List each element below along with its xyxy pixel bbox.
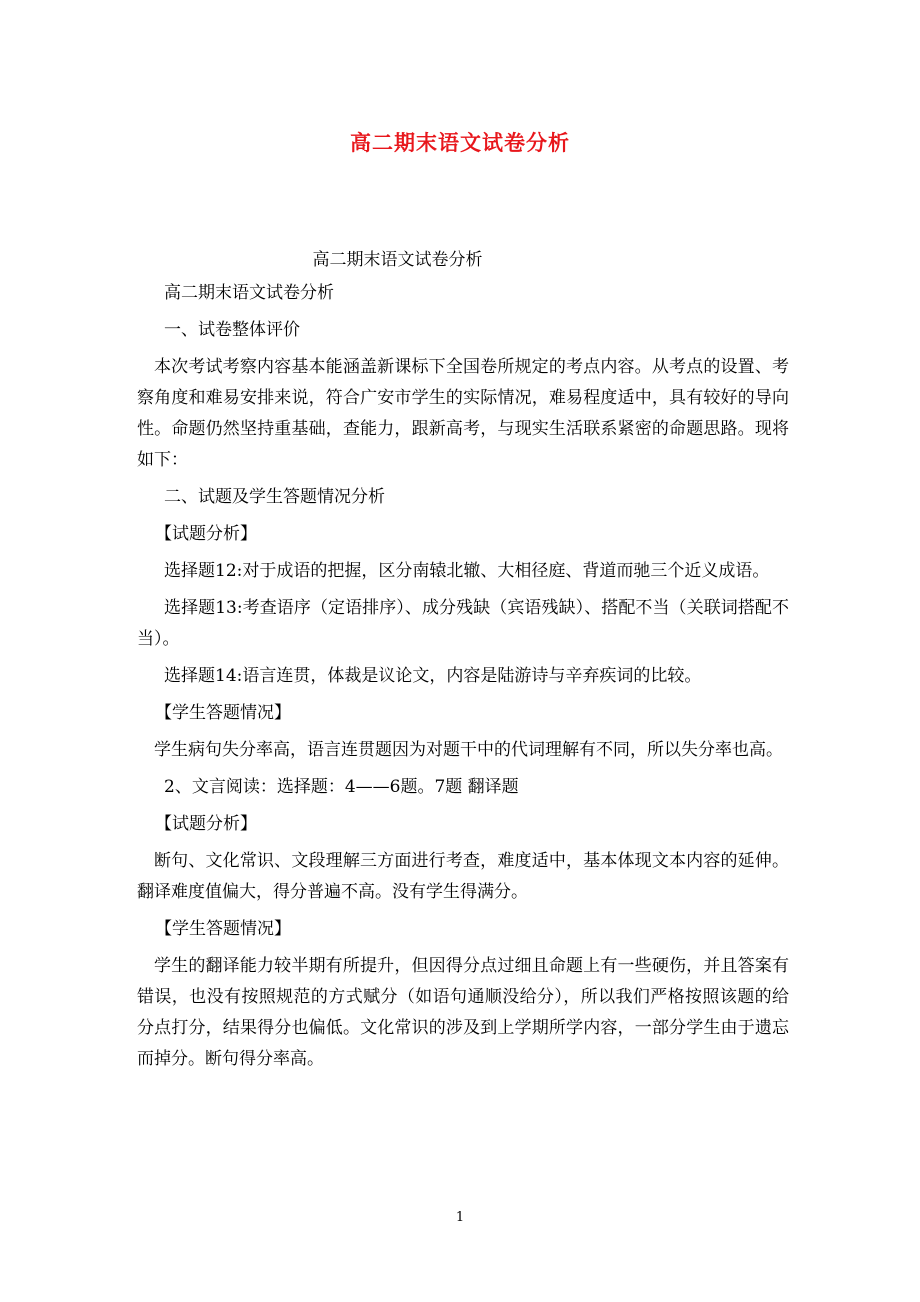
student-answers-paragraph: 学生病句失分率高，语言连贯题因为对题干中的代词理解有不同，所以失分率也高。 <box>154 740 783 760</box>
document-body <box>137 278 789 1081</box>
classical-student-label: 【学生答题情况】 <box>155 919 291 939</box>
page-number: 1 <box>455 1210 465 1225</box>
classical-student-paragraph: 学生的翻译能力较半期有所提升，但因得分点过细且命题上有一些硬伤，并且答案有错误，也没有按照规范的方式赋分（如语句通顺没给分），所以我们严格按照该题的给分点打分，结果得分也偏低。文化常识的涉及到上学期所学内容，一部分学生由于遗忘而掉分。断句得分率高。 <box>137 956 789 1069</box>
document-subtitle: 高二期末语文试卷分析 <box>312 250 483 270</box>
classical-reading-heading: 2、文言阅读：选择题：4——6题。7题 翻译题 <box>164 777 519 797</box>
classical-analysis-label: 【试题分析】 <box>155 814 257 834</box>
question-13: 选择题13:考查语序（定语排序）、成分残缺（宾语残缺）、搭配不当（关联词搭配不当）。 <box>137 598 789 649</box>
question-12: 选择题12:对于成语的把握，区分南辕北辙、大相径庭、背道而驰三个近义成语。 <box>164 561 770 581</box>
question-14: 选择题14:语言连贯，体裁是议论文，内容是陆游诗与辛弃疾词的比较。 <box>164 666 702 686</box>
section2-heading: 二、试题及学生答题情况分析 <box>164 487 385 507</box>
section1-heading: 一、试卷整体评价 <box>164 320 300 340</box>
section1-paragraph: 本次考试考察内容基本能涵盖新课标下全国卷所规定的考点内容。从考点的设置、考察角度和难易安排来说，符合广安市学生的实际情况，难易程度适中，具有较好的导向性。命题仍然坚持重基础，查能力，跟新高考，与现实生活联系紧密的命题思路。现将如下： <box>137 357 789 470</box>
classical-analysis-paragraph: 断句、文化常识、文段理解三方面进行考查，难度适中，基本体现文本内容的延伸。翻译难度值偏大，得分普遍不高。没有学生得满分。 <box>137 851 789 902</box>
heading-repeat: 高二期末语文试卷分析 <box>164 283 334 303</box>
student-answers-label: 【学生答题情况】 <box>155 703 291 723</box>
question-analysis-label: 【试题分析】 <box>155 524 257 544</box>
document-title: 高二期末语文试卷分析 <box>350 130 570 155</box>
